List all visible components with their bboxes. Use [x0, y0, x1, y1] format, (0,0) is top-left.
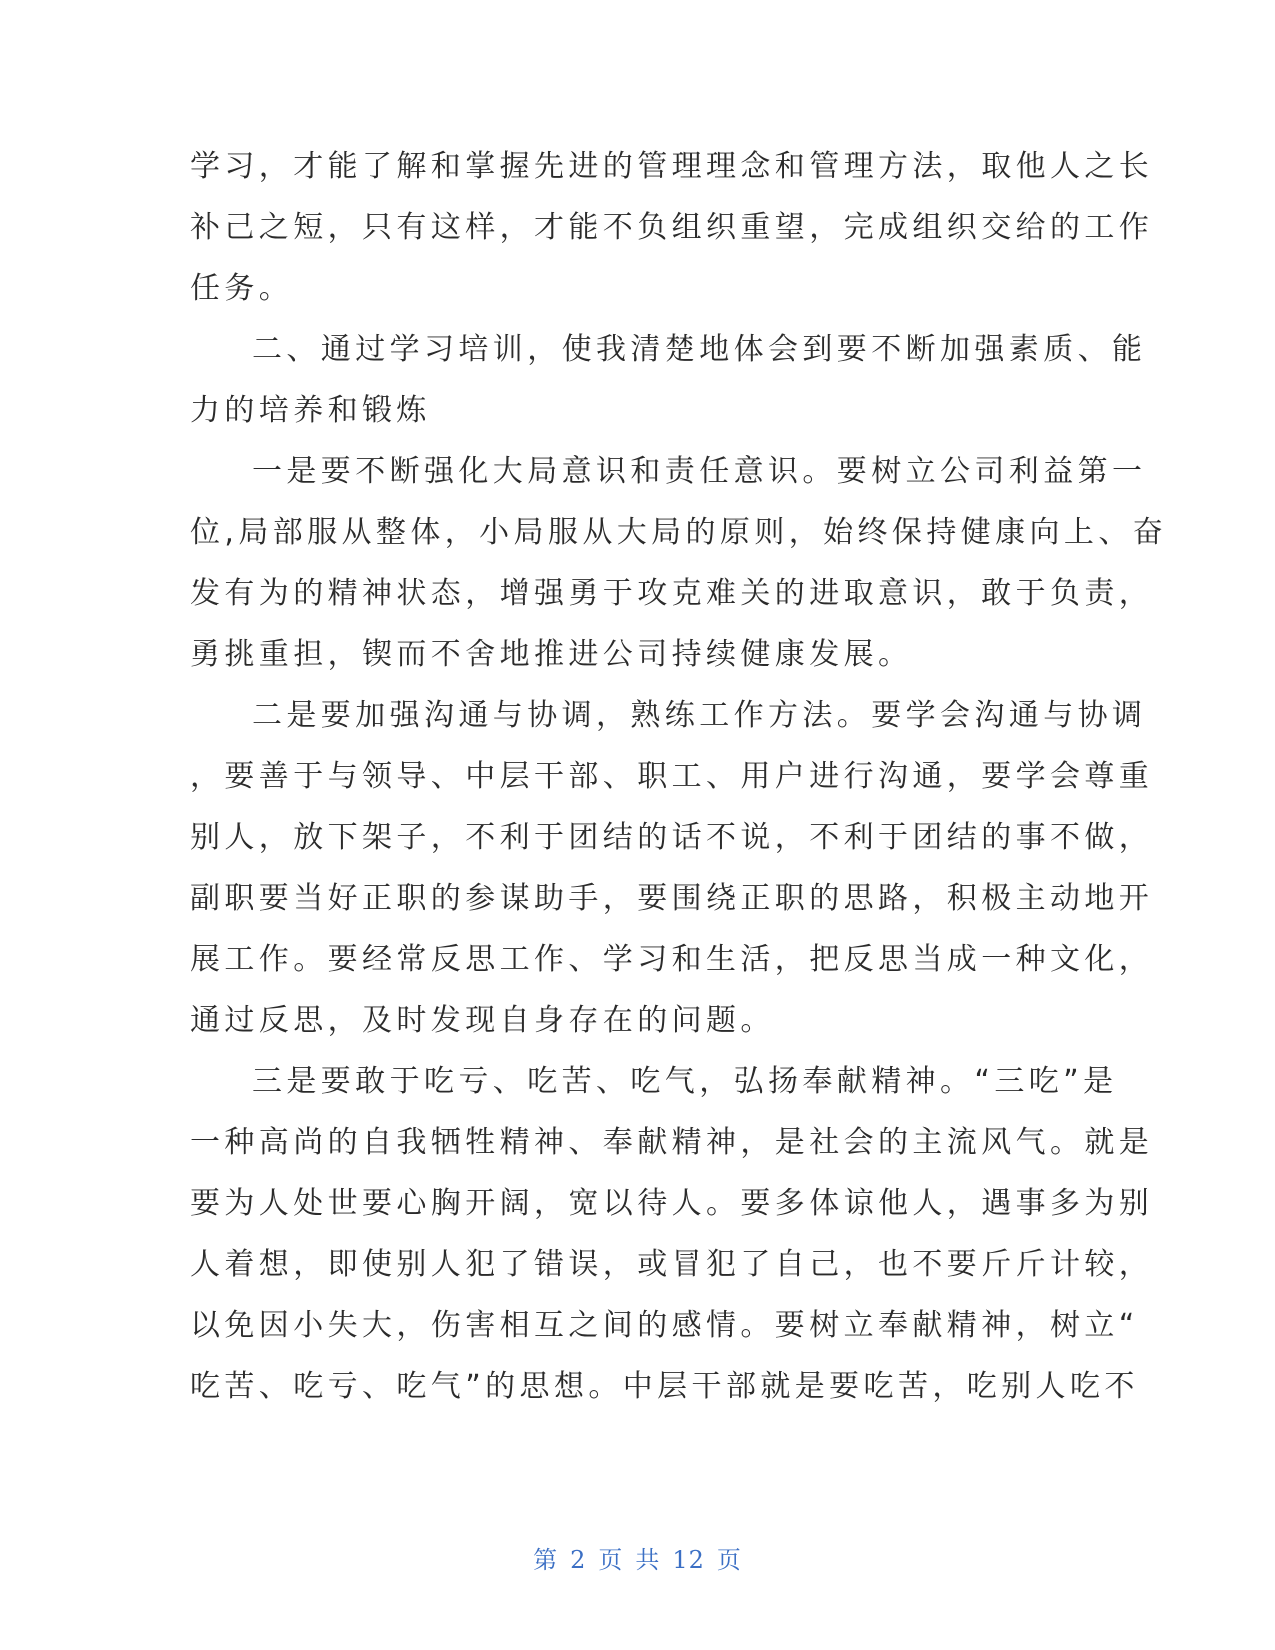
text-line: 以免因小失大，伤害相互之间的感情。要树立奉献精神，树立“	[190, 1308, 1139, 1343]
text-line: ，要善于与领导、中层干部、职工、用户进行沟通，要学会尊重	[190, 759, 1154, 794]
text-line: 补己之短，只有这样，才能不负组织重望，完成组织交给的工作	[190, 210, 1154, 245]
text-line: 学习，才能了解和掌握先进的管理理念和管理方法，取他人之长	[190, 149, 1154, 184]
text-line: 位,局部服从整体，小局服从大局的原则，始终保持健康向上、奋	[190, 515, 1168, 550]
paragraph-start-line: 一是要不断强化大局意识和责任意识。要树立公司利益第一	[252, 454, 1147, 489]
section-heading-line: 力的培养和锻炼	[190, 393, 431, 428]
text-line: 要为人处世要心胸开阔，宽以待人。要多体谅他人，遇事多为别	[190, 1186, 1154, 1221]
section-heading-line: 二、通过学习培训，使我清楚地体会到要不断加强素质、能	[252, 332, 1147, 367]
text-line: 吃苦、吃亏、吃气”的思想。中层干部就是要吃苦，吃别人吃不	[190, 1369, 1139, 1404]
text-line: 人着想，即使别人犯了错误，或冒犯了自己，也不要斤斤计较，	[190, 1247, 1154, 1282]
text-line: 展工作。要经常反思工作、学习和生活，把反思当成一种文化，	[190, 942, 1154, 977]
text-line: 发有为的精神状态，增强勇于攻克难关的进取意识，敢于负责，	[190, 576, 1154, 611]
text-line: 一种高尚的自我牺牲精神、奉献精神，是社会的主流风气。就是	[190, 1125, 1154, 1160]
page-label-suffix: 页	[716, 1546, 742, 1574]
paragraph-start-line: 三是要敢于吃亏、吃苦、吃气，弘扬奉献精神。“三吃”是	[252, 1064, 1118, 1099]
total-pages-number: 12	[672, 1546, 705, 1574]
text-line: 别人，放下架子，不利于团结的话不说，不利于团结的事不做，	[190, 820, 1154, 855]
document-body	[190, 136, 1168, 1417]
total-label: 共	[635, 1546, 661, 1574]
current-page-number: 2	[570, 1546, 587, 1574]
page-label-prefix: 第	[533, 1546, 559, 1574]
text-line: 勇挑重担，锲而不舍地推进公司持续健康发展。	[190, 637, 913, 672]
text-line: 副职要当好正职的参谋助手，要围绕正职的思路，积极主动地开	[190, 881, 1154, 916]
paragraph-start-line: 二是要加强沟通与协调，熟练工作方法。要学会沟通与协调	[252, 698, 1147, 733]
text-line: 通过反思，及时发现自身存在的问题。	[190, 1003, 775, 1038]
page-label-mid: 页	[598, 1546, 624, 1574]
text-line: 任务。	[190, 271, 294, 306]
page-footer	[0, 1540, 1275, 1575]
